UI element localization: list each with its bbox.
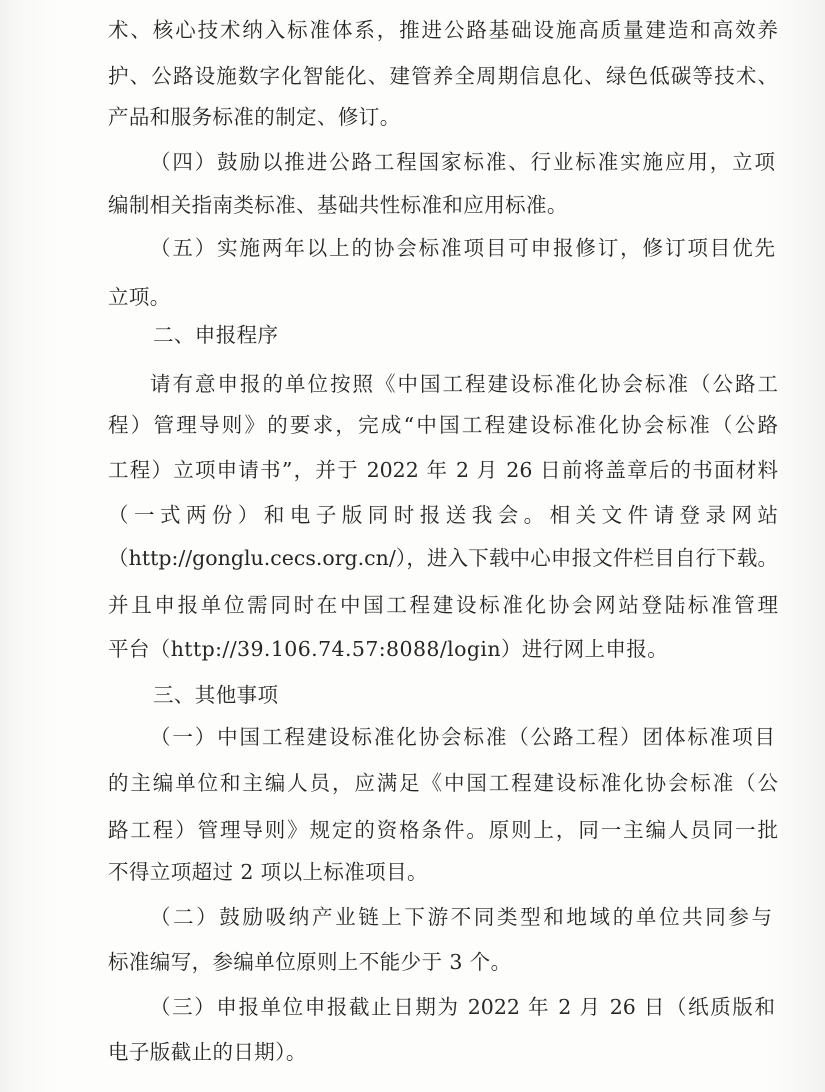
text-line: 立项。	[108, 285, 171, 309]
text-line: 电子版截止的日期）。	[108, 1040, 307, 1064]
text-line: 的主编单位和主编人员，应满足《中国工程建设标准化协会标准（公	[108, 771, 778, 795]
text-line: 路工程）管理导则》规定的资格条件。原则上，同一主编人员同一批	[108, 818, 778, 842]
section-heading: 二、申报程序	[153, 323, 279, 347]
text-line: （四）鼓励以推进公路工程国家标准、行业标准实施应用，立项	[150, 150, 775, 174]
text-line: 程）管理导则》的要求，完成“中国工程建设标准化协会标准（公路	[108, 413, 778, 437]
text-line: 标准编写，参编单位原则上不能少于 3 个。	[108, 950, 512, 974]
text-line: （http://gonglu.cecs.org.cn/），进入下载中心申报文件栏目自行下载。	[108, 546, 778, 570]
text-line: 不得立项超过 2 项以上标准项目。	[108, 860, 428, 884]
text-line: （三）申报单位申报截止日期为 2022 年 2 月 26 日（纸质版和	[150, 995, 775, 1019]
text-line: 平台（http://39.106.74.57:8088/login）进行网上申报。	[108, 637, 669, 661]
section-heading: 三、其他事项	[153, 683, 279, 707]
text-line: （一式两份）和电子版同时报送我会。相关文件请登录网站	[108, 503, 778, 527]
text-line: 工程）立项申请书”，并于 2022 年 2 月 26 日前将盖章后的书面材料	[108, 458, 778, 482]
text-line: 术、核心技术纳入标准体系，推进公路基础设施高质量建造和高效养	[108, 18, 778, 42]
text-line: 请有意申报的单位按照《中国工程建设标准化协会标准（公路工	[150, 372, 778, 396]
text-line: （一）中国工程建设标准化协会标准（公路工程）团体标准项目	[150, 725, 775, 749]
text-line: （五）实施两年以上的协会标准项目可申报修订，修订项目优先	[150, 236, 775, 260]
text-line: 并且申报单位需同时在中国工程建设标准化协会网站登陆标准管理	[108, 593, 778, 617]
text-line: 产品和服务标准的制定、修订。	[108, 105, 401, 129]
text-line: 护、公路设施数字化智能化、建管养全周期信息化、绿色低碳等技术、	[108, 64, 778, 88]
text-line: 编制相关指南类标准、基础共性标准和应用标准。	[108, 193, 568, 217]
text-line: （二）鼓励吸纳产业链上下游不同类型和地域的单位共同参与	[150, 905, 772, 929]
